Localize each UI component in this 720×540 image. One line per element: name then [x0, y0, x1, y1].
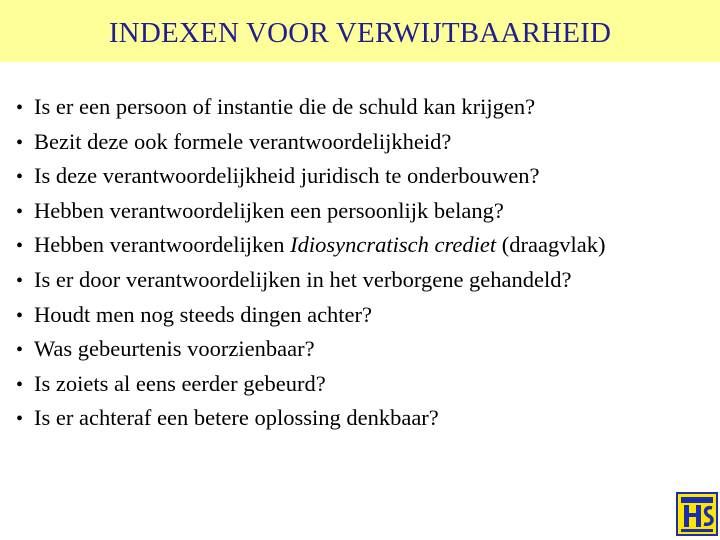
list-item [16, 163, 706, 198]
bullet-icon: • [16, 408, 24, 431]
bullet-text: Is er achteraf een betere oplossing denkbaar? [34, 405, 439, 431]
bullet-icon: • [16, 373, 24, 396]
bullet-icon: • [16, 97, 24, 119]
bullet-text [34, 232, 605, 258]
bullet-text: Is deze verantwoordelijkheid juridisch te onderbouwen? [34, 163, 540, 189]
bullet-icon: • [16, 200, 24, 223]
list-item [16, 198, 706, 233]
list-item [16, 371, 706, 406]
list-item [16, 336, 706, 371]
slide-title: INDEXEN VOOR VERWIJTBAARHEID [108, 16, 612, 49]
bullet-icon: • [16, 339, 24, 362]
bullet-text: Is er een persoon of instantie die de schuld kan krijgen? [34, 94, 536, 119]
bullet-icon: • [16, 304, 24, 327]
bullet-text: Was gebeurtenis voorzienbaar? [34, 336, 315, 362]
bullet-icon: • [16, 269, 24, 292]
institution-logo-icon [676, 492, 718, 536]
list-item [16, 129, 706, 164]
bullet-text: Hebben verantwoordelijken een persoonlijk belang? [34, 197, 504, 223]
bullet-text-italic: Idiosyncratisch crediet [290, 232, 497, 258]
bullet-text-post: (draagvlak) [496, 232, 606, 258]
bullet-list [16, 94, 706, 440]
title-bar [0, 0, 720, 62]
list-item [16, 267, 706, 302]
list-item [16, 302, 706, 337]
bullet-text-pre: Hebben verantwoordelijken [34, 232, 291, 258]
bullet-icon: • [16, 131, 24, 154]
bullet-text: Is er door verantwoordelijken in het verborgene gehandeld? [34, 266, 572, 292]
list-item [16, 405, 706, 440]
bullet-text: Is zoiets al eens eerder gebeurd? [34, 370, 326, 396]
list-item [16, 232, 706, 267]
bullet-icon: • [16, 235, 24, 258]
list-item [16, 94, 706, 129]
bullet-text: Houdt men nog steeds dingen achter? [34, 301, 373, 327]
bullet-text: Bezit deze ook formele verantwoordelijkheid? [34, 128, 452, 154]
bullet-icon: • [16, 166, 24, 189]
